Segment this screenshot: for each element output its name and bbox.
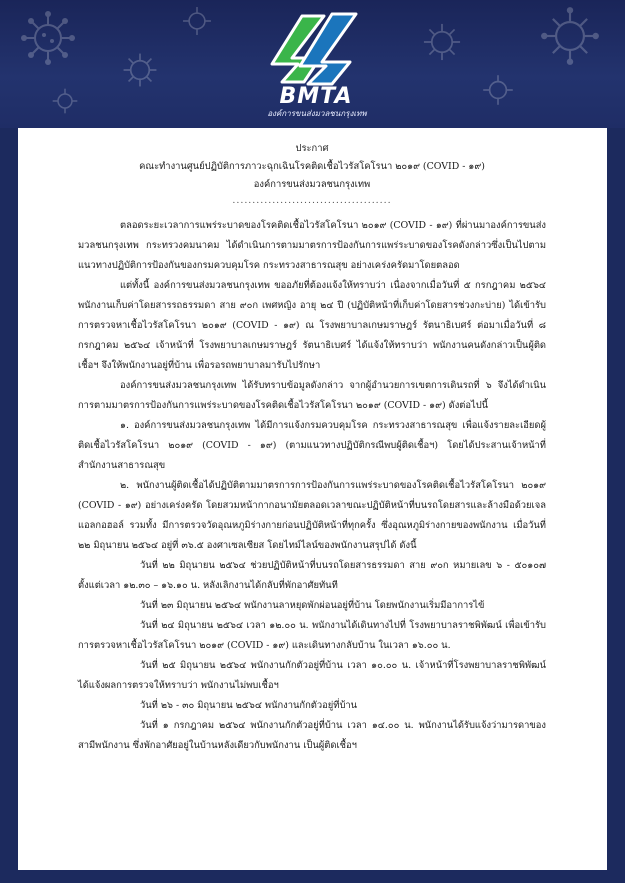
virus-decoration-icon [180,4,214,38]
timeline-item: วันที่ ๒๒ มิถุนายน ๒๕๖๔ ช่วยปฏิบัติหน้าที่บนรถโดยสารธรรมดา สาย ๙๐ก หมายเลข ๖ - ๕๐๑๐๗ ตั้งแต่เวลา ๑๒.๓๐ – ๑๖.๑๐ น. หลังเลิกงานได้กลับที่พักอาศัยทันที [78,560,546,591]
virus-decoration-icon [420,20,464,64]
virus-decoration-icon [120,50,160,90]
virus-decoration-icon [50,86,80,116]
announcement-body [78,138,546,756]
paragraph: ตลอดระยะเวลาการแพร่ระบาดของโรคติดเชื้อไวรัสโคโรนา ๒๐๑๙ (COVID - ๑๙) ที่ผ่านมาองค์การขนส่งมวลชนกรุงเทพ กระทรวงคมนาคม ได้ดำเนินการตามมาตรการป้องกันการแพร่ระบาดของโรคดังกล่าวซึ่งเป็นไปตามแนวทางปฏิบัติการป้องกันของกรมควบคุมโรค กระทรวงสาธารณสุข อย่างเคร่งครัดมาโดยตลอด [78,220,546,271]
virus-decoration-icon [540,6,600,66]
timeline-item: วันที่ ๑ กรกฎาคม ๒๕๖๔ พนักงานกักตัวอยู่ที่บ้าน เวลา ๑๔.๐๐ น. พนักงานได้รับแจ้งว่ามารดาของสามีพนักงาน ซึ่งพักอาศัยอยู่ในบ้านหลังเดียวกับพนักงาน เป็นผู้ติดเชื้อฯ [78,720,546,751]
header-banner [0,0,625,128]
virus-decoration-icon [20,10,76,66]
announcement-subheading: คณะทำงานศูนย์ปฏิบัติการภาวะฉุกเฉินโรคติดเชื้อไวรัสโคโรนา ๒๐๑๙ (COVID - ๑๙) [139,161,485,172]
paragraph: ๒. พนักงานผู้ติดเชื้อได้ปฏิบัติตามมาตรการการป้องกันการแพร่ระบาดของโรคติดเชื้อไวรัสโคโรนา ๒๐๑๙ (COVID - ๑๙) อย่างเคร่งครัด โดยสวมหน้ากากอนามัยตลอดเวลาขณะปฏิบัติหน้าที่บนรถโดยสารและล้างมือด้วยเจลแอลกอฮอล์ รวมทั้ง มีการตรวจวัดอุณหภูมิร่างกายก่อนปฏิบัติหน้าที่ทุกครั้ง ซึ่งอุณหภูมิร่างกายของพนักงาน เมื่อวันที่ ๒๒ มิถุนายน ๒๕๖๔ อยู่ที่ ๓๖.๕ องศาเซลเซียส โดยไทม์ไลน์ของพนักงานสรุปได้ ดังนี้ [78,480,546,551]
announcement-paper [18,128,607,870]
separator-line: ........................................ [232,195,392,206]
paragraph: แต่ทั้งนี้ องค์การขนส่งมวลชนกรุงเทพ ขออภัยที่ต้องแจ้งให้ทราบว่า เนื่องจากเมื่อวันที่ ๕ กรกฎาคม ๒๕๖๔ พนักงานเก็บค่าโดยสารรถธรรมดา สาย ๙๐ก เพศหญิง อายุ ๒๔ ปี (ปฏิบัติหน้าที่เก็บค่าโดยสารช่วงกะบ่าย) ได้เข้ารับการตรวจหาเชื้อไวรัสโคโรนา ๒๐๑๙ (COVID - ๑๙) ณ โรงพยาบาลเกษมราษฎร์ รัตนาธิเบศร์ ต่อมาเมื่อวันที่ ๘ กรกฎาคม ๒๕๖๔ เจ้าหน้าที่ โรงพยาบาลเกษมราษฎร์ รัตนาธิเบศร์ ได้แจ้งให้ทราบว่า พนักงานคนดังกล่าวเป็นผู้ติดเชื้อฯ จึงให้พนักงานอยู่ที่บ้าน เพื่อรอรถพยาบาลมารับไปรักษา [78,280,546,371]
timeline-item: วันที่ ๒๕ มิถุนายน ๒๕๖๔ พนักงานกักตัวอยู่ที่บ้าน เวลา ๑๐.๐๐ น. เจ้าหน้าที่โรงพยาบาลราชพิพัฒน์ ได้แจ้งผลการตรวจให้ทราบว่า พนักงานไม่พบเชื้อฯ [78,660,546,691]
logo-subtitle: องค์การขนส่งมวลชนกรุงเทพ [267,109,367,118]
paragraph: องค์การขนส่งมวลชนกรุงเทพ ได้รับทราบข้อมูลดังกล่าว จากผู้อำนวยการเขตการเดินรถที่ ๖ จึงได้ดำเนินการตามมาตรการป้องกันการแพร่ระบาดของโรคติดเชื้อไวรัสโคโรนา ๒๐๑๙ (COVID - ๑๙) ดังต่อไปนี้ [78,380,546,411]
logo-wordmark: BMTA [279,84,353,109]
announcement-organization: องค์การขนส่งมวลชนกรุงเทพ [253,179,371,190]
timeline-item: วันที่ ๒๖ - ๓๐ มิถุนายน ๒๕๖๔ พนักงานกักตัวอยู่ที่บ้าน [140,700,358,711]
paragraph: ๑. องค์การขนส่งมวลชนกรุงเทพ ได้มีการแจ้งกรมควบคุมโรค กระทรวงสาธารณสุข เพื่อแจ้งรายละเอียดผู้ติดเชื้อไวรัสโคโรนา ๒๐๑๙ (COVID - ๑๙) (ตามแนวทางปฏิบัติกรณีพบผู้ติดเชื้อฯ) โดยได้ประสานเจ้าหน้าที่สำนักงานสาธารณสุข [78,420,546,471]
timeline-item: วันที่ ๒๓ มิถุนายน ๒๕๖๔ พนักงานลาหยุดพักผ่อนอยู่ที่บ้าน โดยพนักงานเริ่มมีอาการไข้ [140,600,485,611]
timeline-item: วันที่ ๒๔ มิถุนายน ๒๕๖๔ เวลา ๑๒.๐๐ น. พนักงานได้เดินทางไปที่ โรงพยาบาลราชพิพัฒน์ เพื่อเข้ารับการตรวจหาเชื้อไวรัสโคโรนา ๒๐๑๙ (COVID - ๑๙) และเดินทางกลับบ้าน ในเวลา ๑๖.๐๐ น. [78,620,546,651]
virus-decoration-icon [480,72,516,108]
announcement-heading: ประกาศ [295,143,329,154]
